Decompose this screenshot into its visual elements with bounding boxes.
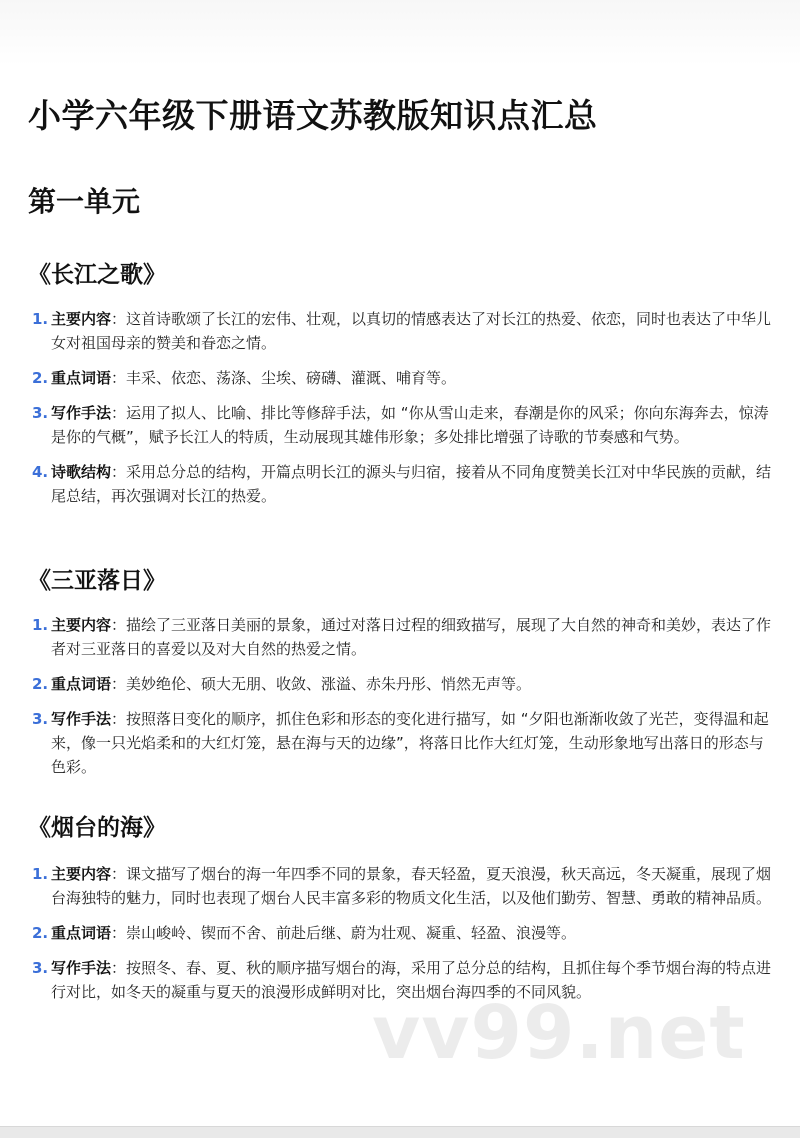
page-bottom-edge [0, 1126, 800, 1138]
item-text: 课文描写了烟台的海一年四季不同的景象，春天轻盈，夏天浪漫，秋天高远，冬天凝重，展现了烟台海独特的魅力，同时也表现了烟台人民丰富多彩的物质文化生活，以及他们勤劳、智慧、勇敢的精神品质。 [51, 865, 772, 907]
section-heading: 《烟台的海》 [28, 815, 166, 841]
item-text: 崇山峻岭、锲而不舍、前赴后继、蔚为壮观、凝重、轻盈、浪漫等。 [126, 924, 577, 942]
item-number: 3. [32, 404, 49, 422]
item-list [28, 613, 776, 779]
list-item [28, 613, 776, 661]
item-text: 描绘了三亚落日美丽的景象，通过对落日过程的细致描写，展现了大自然的神奇和美妙，表达了作者对三亚落日的喜爱以及对大自然的热爱之情。 [51, 616, 772, 658]
item-label: 主要内容 [51, 865, 112, 883]
item-separator: ： [111, 463, 127, 481]
item-label: 重点词语 [51, 369, 112, 387]
item-separator: ： [111, 616, 127, 634]
item-label: 主要内容 [51, 310, 112, 328]
section-heading: 《长江之歌》 [28, 262, 166, 288]
item-list [28, 307, 776, 508]
item-text: 运用了拟人、比喻、排比等修辞手法，如 “你从雪山走来，春潮是你的风采；你向东海奔去，惊涛是你的气概”，赋予长江人的特质，生动展现其雄伟形象；多处排比增强了诗歌的节奏感和气势。 [51, 404, 769, 446]
item-separator: ： [111, 959, 127, 977]
item-list [28, 862, 776, 1004]
item-number: 2. [32, 675, 49, 693]
item-number: 3. [32, 710, 49, 728]
item-separator: ： [111, 865, 127, 883]
list-item [28, 401, 776, 449]
item-number: 1. [32, 616, 49, 634]
item-separator: ： [111, 369, 127, 387]
item-label: 重点词语 [51, 675, 112, 693]
item-label: 写作手法 [51, 959, 112, 977]
item-number: 2. [32, 924, 49, 942]
list-item [28, 307, 776, 355]
item-separator: ： [111, 924, 127, 942]
section-sanya [28, 561, 776, 790]
list-item [28, 672, 776, 696]
item-text: 按照冬、春、夏、秋的顺序描写烟台的海，采用了总分总的结构，且抓住每个季节烟台海的特点进行对比，如冬天的凝重与夏天的浪漫形成鲜明对比，突出烟台海四季的不同风貌。 [51, 959, 772, 1001]
item-label: 写作手法 [51, 710, 112, 728]
item-number: 1. [32, 310, 49, 328]
watermark: vv99.net [372, 990, 746, 1076]
list-item [28, 862, 776, 910]
item-text: 按照落日变化的顺序，抓住色彩和形态的变化进行描写，如 “夕阳也渐渐收敛了光芒，变得温和起来，像一只光焰柔和的大红灯笼，悬在海与天的边缘”，将落日比作大红灯笼，生动形象地写出落日的形态与色彩。 [51, 710, 769, 776]
list-item [28, 921, 776, 945]
item-text: 美妙绝伦、硕大无朋、收敛、涨溢、赤朱丹彤、悄然无声等。 [126, 675, 532, 693]
item-label: 主要内容 [51, 616, 112, 634]
item-label: 写作手法 [51, 404, 112, 422]
item-separator: ： [111, 404, 127, 422]
item-text: 丰采、依恋、荡涤、尘埃、磅礴、灌溉、哺育等。 [126, 369, 457, 387]
item-label: 重点词语 [51, 924, 112, 942]
item-text: 这首诗歌颂了长江的宏伟、壮观，以真切的情感表达了对长江的热爱、依恋，同时也表达了中华儿女对祖国母亲的赞美和眷恋之情。 [51, 310, 772, 352]
item-number: 3. [32, 959, 49, 977]
list-item [28, 707, 776, 779]
list-item [28, 460, 776, 508]
item-label: 诗歌结构 [51, 463, 112, 481]
document-title: 小学六年级下册语文苏教版知识点汇总 [28, 96, 598, 135]
item-number: 4. [32, 463, 49, 481]
item-text: 采用总分总的结构，开篇点明长江的源头与归宿，接着从不同角度赞美长江对中华民族的贡献，结尾总结，再次强调对长江的热爱。 [51, 463, 772, 505]
item-separator: ： [111, 310, 127, 328]
list-item [28, 366, 776, 390]
item-number: 2. [32, 369, 49, 387]
item-separator: ： [111, 710, 127, 728]
section-yantai [28, 808, 776, 1015]
item-number: 1. [32, 865, 49, 883]
page-top-strip [0, 0, 800, 66]
section-changjiang [28, 255, 776, 519]
unit-heading: 第一单元 [28, 185, 141, 218]
section-heading: 《三亚落日》 [28, 568, 166, 594]
item-separator: ： [111, 675, 127, 693]
